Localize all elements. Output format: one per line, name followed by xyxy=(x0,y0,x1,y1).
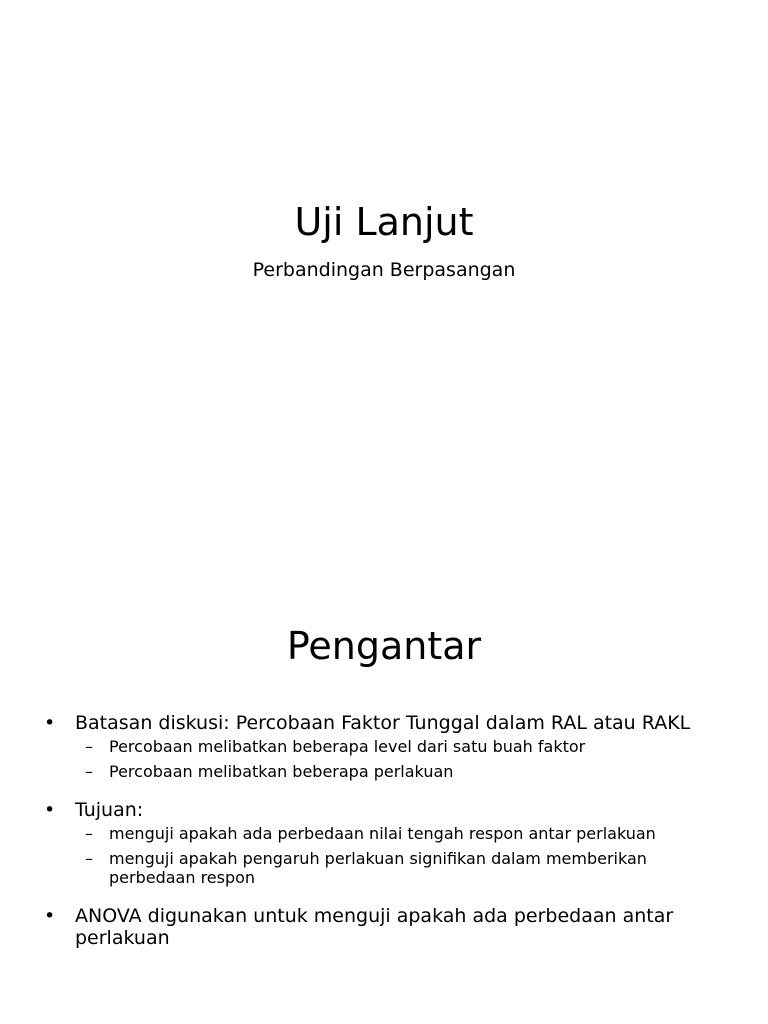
subbullet-item: – menguji apakah ada perbedaan nilai tengah respon antar perlakuan xyxy=(85,824,724,843)
bullet-item xyxy=(44,905,724,949)
bullet-text: • Batasan diskusi: Percobaan Faktor Tunggal dalam RAL atau RAKL xyxy=(75,712,691,734)
subbullet-list xyxy=(85,737,724,781)
bullet-text: • ANOVA digunakan untuk menguji apakah ada perbedaan antar perlakuan xyxy=(75,905,674,949)
slide-title: Uji Lanjut xyxy=(294,200,474,244)
subbullet-item: – menguji apakah pengaruh perlakuan signifikan dalam memberikan perbedaan respon xyxy=(85,849,724,887)
subbullet-item: – Percobaan melibatkan beberapa perlakuan xyxy=(85,762,724,781)
subbullet-list xyxy=(85,824,724,887)
section-title: Pengantar xyxy=(286,624,482,668)
subbullet-item: – Percobaan melibatkan beberapa level dari satu buah faktor xyxy=(85,737,724,756)
slide-subtitle: Perbandingan Berpasangan xyxy=(252,259,516,281)
bullet-item xyxy=(44,712,724,781)
content-slide xyxy=(0,512,768,1024)
bullet-item xyxy=(44,799,724,887)
bullet-list xyxy=(44,712,724,967)
bullet-text: • Tujuan: xyxy=(75,799,144,821)
